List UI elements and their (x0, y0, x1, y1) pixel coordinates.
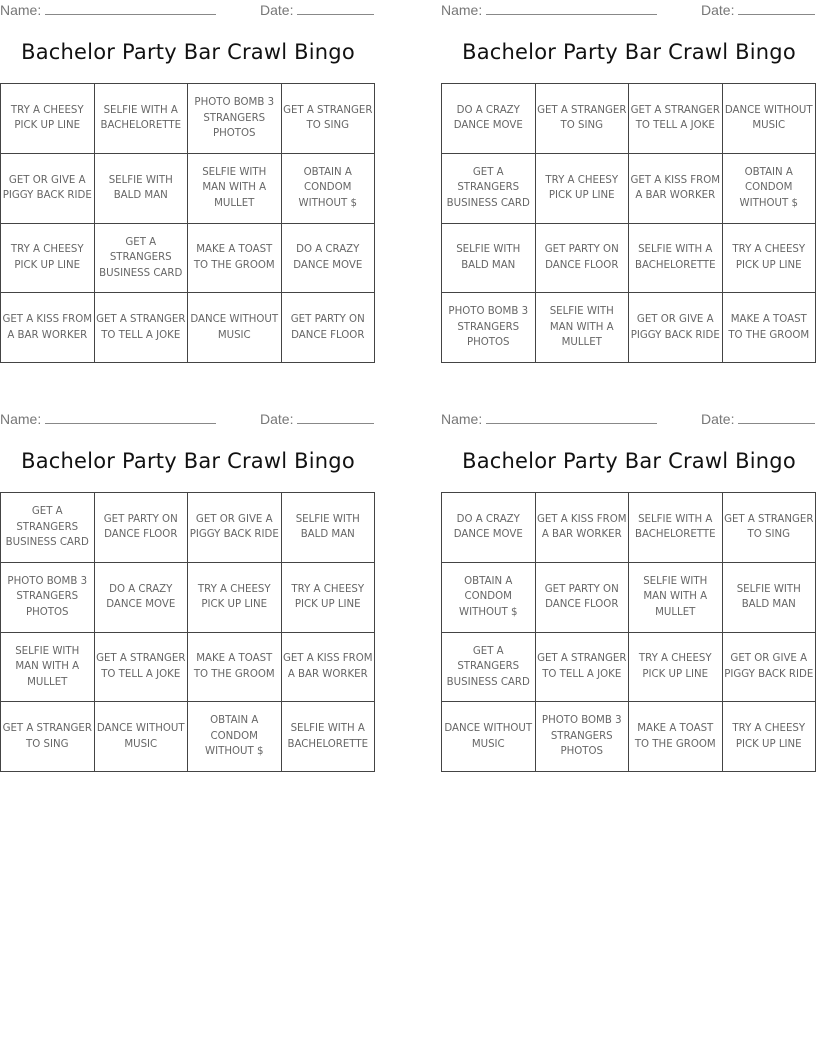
bingo-cell[interactable]: GET PARTY ON DANCE FLOOR (536, 224, 630, 294)
bingo-cell[interactable]: GET A STRANGERS BUSINESS CARD (1, 493, 95, 563)
date-blank-line[interactable] (297, 2, 374, 15)
bingo-cell[interactable]: SELFIE WITH MAN WITH A MULLET (629, 563, 723, 633)
bingo-cell[interactable]: PHOTO BOMB 3 STRANGERS PHOTOS (1, 563, 95, 633)
bingo-cell[interactable]: SELFIE WITH MAN WITH A MULLET (1, 633, 95, 703)
bingo-cell[interactable]: GET A KISS FROM A BAR WORKER (1, 293, 95, 363)
name-blank-line[interactable] (45, 2, 216, 15)
name-field[interactable] (0, 411, 216, 427)
bingo-cell[interactable]: GET A KISS FROM A BAR WORKER (282, 633, 376, 703)
bingo-cell[interactable]: TRY A CHEESY PICK UP LINE (629, 633, 723, 703)
bingo-cell[interactable]: GET A KISS FROM A BAR WORKER (536, 493, 630, 563)
date-field[interactable] (260, 411, 374, 427)
date-label: Date: (260, 411, 294, 427)
bingo-cell[interactable]: TRY A CHEESY PICK UP LINE (282, 563, 376, 633)
date-label: Date: (701, 411, 735, 427)
bingo-cell[interactable]: GET OR GIVE A PIGGY BACK RIDE (1, 154, 95, 224)
bingo-cell[interactable]: TRY A CHEESY PICK UP LINE (536, 154, 630, 224)
bingo-cell[interactable]: DO A CRAZY DANCE MOVE (442, 84, 536, 154)
bingo-cell[interactable]: GET A STRANGERS BUSINESS CARD (442, 154, 536, 224)
bingo-cell[interactable]: MAKE A TOAST TO THE GROOM (723, 293, 816, 363)
card-title: Bachelor Party Bar Crawl Bingo (462, 40, 796, 64)
name-field[interactable] (0, 2, 216, 18)
bingo-cell[interactable]: GET OR GIVE A PIGGY BACK RIDE (629, 293, 723, 363)
bingo-cell[interactable]: GET A STRANGERS BUSINESS CARD (95, 224, 189, 294)
bingo-cell[interactable]: GET A STRANGER TO TELL A JOKE (95, 293, 189, 363)
card-title: Bachelor Party Bar Crawl Bingo (21, 449, 355, 473)
bingo-cell[interactable]: GET PARTY ON DANCE FLOOR (536, 563, 630, 633)
bingo-cell[interactable]: TRY A CHEESY PICK UP LINE (1, 84, 95, 154)
name-date-line (441, 2, 816, 20)
name-date-line (0, 2, 376, 20)
date-label: Date: (701, 2, 735, 18)
bingo-cell[interactable]: SELFIE WITH A BACHELORETTE (629, 493, 723, 563)
name-label: Name: (0, 411, 42, 427)
bingo-card (0, 0, 376, 380)
bingo-cell[interactable]: DANCE WITHOUT MUSIC (188, 293, 282, 363)
bingo-cell[interactable]: DO A CRAZY DANCE MOVE (95, 563, 189, 633)
date-field[interactable] (260, 2, 374, 18)
name-date-line (441, 411, 816, 429)
bingo-cell[interactable]: GET OR GIVE A PIGGY BACK RIDE (723, 633, 816, 703)
date-blank-line[interactable] (738, 411, 815, 424)
bingo-cell[interactable]: MAKE A TOAST TO THE GROOM (188, 224, 282, 294)
bingo-cell[interactable]: GET A KISS FROM A BAR WORKER (629, 154, 723, 224)
bingo-cell[interactable]: TRY A CHEESY PICK UP LINE (723, 224, 816, 294)
name-label: Name: (441, 411, 483, 427)
bingo-cell[interactable]: OBTAIN A CONDOM WITHOUT $ (723, 154, 816, 224)
bingo-cell[interactable]: SELFIE WITH A BACHELORETTE (95, 84, 189, 154)
bingo-cell[interactable]: SELFIE WITH BALD MAN (95, 154, 189, 224)
bingo-cell[interactable]: GET A STRANGER TO TELL A JOKE (629, 84, 723, 154)
bingo-cell[interactable]: GET PARTY ON DANCE FLOOR (282, 293, 376, 363)
bingo-cell[interactable]: GET A STRANGER TO SING (282, 84, 376, 154)
bingo-cell[interactable]: SELFIE WITH A BACHELORETTE (629, 224, 723, 294)
bingo-cell[interactable]: OBTAIN A CONDOM WITHOUT $ (282, 154, 376, 224)
bingo-card (441, 409, 816, 789)
bingo-cell[interactable]: TRY A CHEESY PICK UP LINE (723, 702, 816, 772)
bingo-cell[interactable]: MAKE A TOAST TO THE GROOM (188, 633, 282, 703)
bingo-cell[interactable]: GET A STRANGERS BUSINESS CARD (442, 633, 536, 703)
bingo-cell[interactable]: GET PARTY ON DANCE FLOOR (95, 493, 189, 563)
bingo-cell[interactable]: GET A STRANGER TO TELL A JOKE (95, 633, 189, 703)
bingo-cell[interactable]: OBTAIN A CONDOM WITHOUT $ (442, 563, 536, 633)
bingo-cell[interactable]: PHOTO BOMB 3 STRANGERS PHOTOS (442, 293, 536, 363)
bingo-cell[interactable]: TRY A CHEESY PICK UP LINE (1, 224, 95, 294)
bingo-card (441, 0, 816, 380)
bingo-cell[interactable]: TRY A CHEESY PICK UP LINE (188, 563, 282, 633)
bingo-cell[interactable]: GET A STRANGER TO SING (723, 493, 816, 563)
bingo-cell[interactable]: GET OR GIVE A PIGGY BACK RIDE (188, 493, 282, 563)
bingo-cell[interactable]: SELFIE WITH BALD MAN (282, 493, 376, 563)
bingo-cell[interactable]: DO A CRAZY DANCE MOVE (282, 224, 376, 294)
name-blank-line[interactable] (486, 411, 657, 424)
date-blank-line[interactable] (297, 411, 374, 424)
bingo-card (0, 409, 376, 789)
name-blank-line[interactable] (486, 2, 657, 15)
bingo-cell[interactable]: DANCE WITHOUT MUSIC (723, 84, 816, 154)
bingo-cell[interactable]: PHOTO BOMB 3 STRANGERS PHOTOS (536, 702, 630, 772)
name-label: Name: (441, 2, 483, 18)
bingo-cell[interactable]: GET A STRANGER TO SING (1, 702, 95, 772)
name-date-line (0, 411, 376, 429)
bingo-cell[interactable]: OBTAIN A CONDOM WITHOUT $ (188, 702, 282, 772)
bingo-cell[interactable]: DO A CRAZY DANCE MOVE (442, 493, 536, 563)
bingo-grid (441, 83, 816, 363)
bingo-cell[interactable]: SELFIE WITH MAN WITH A MULLET (188, 154, 282, 224)
bingo-grid (0, 83, 375, 363)
bingo-cell[interactable]: MAKE A TOAST TO THE GROOM (629, 702, 723, 772)
date-field[interactable] (701, 2, 815, 18)
bingo-cell[interactable]: SELFIE WITH BALD MAN (723, 563, 816, 633)
bingo-grid (441, 492, 816, 772)
name-field[interactable] (441, 2, 657, 18)
date-label: Date: (260, 2, 294, 18)
bingo-cell[interactable]: SELFIE WITH MAN WITH A MULLET (536, 293, 630, 363)
name-blank-line[interactable] (45, 411, 216, 424)
card-title: Bachelor Party Bar Crawl Bingo (21, 40, 355, 64)
bingo-grid (0, 492, 375, 772)
name-field[interactable] (441, 411, 657, 427)
name-label: Name: (0, 2, 42, 18)
bingo-cell[interactable]: GET A STRANGER TO TELL A JOKE (536, 633, 630, 703)
bingo-cell[interactable]: PHOTO BOMB 3 STRANGERS PHOTOS (188, 84, 282, 154)
bingo-cell[interactable]: SELFIE WITH A BACHELORETTE (282, 702, 376, 772)
bingo-cell[interactable]: GET A STRANGER TO SING (536, 84, 630, 154)
bingo-cell[interactable]: DANCE WITHOUT MUSIC (442, 702, 536, 772)
date-blank-line[interactable] (738, 2, 815, 15)
bingo-cell[interactable]: SELFIE WITH BALD MAN (442, 224, 536, 294)
date-field[interactable] (701, 411, 815, 427)
card-title: Bachelor Party Bar Crawl Bingo (462, 449, 796, 473)
bingo-cell[interactable]: DANCE WITHOUT MUSIC (95, 702, 189, 772)
